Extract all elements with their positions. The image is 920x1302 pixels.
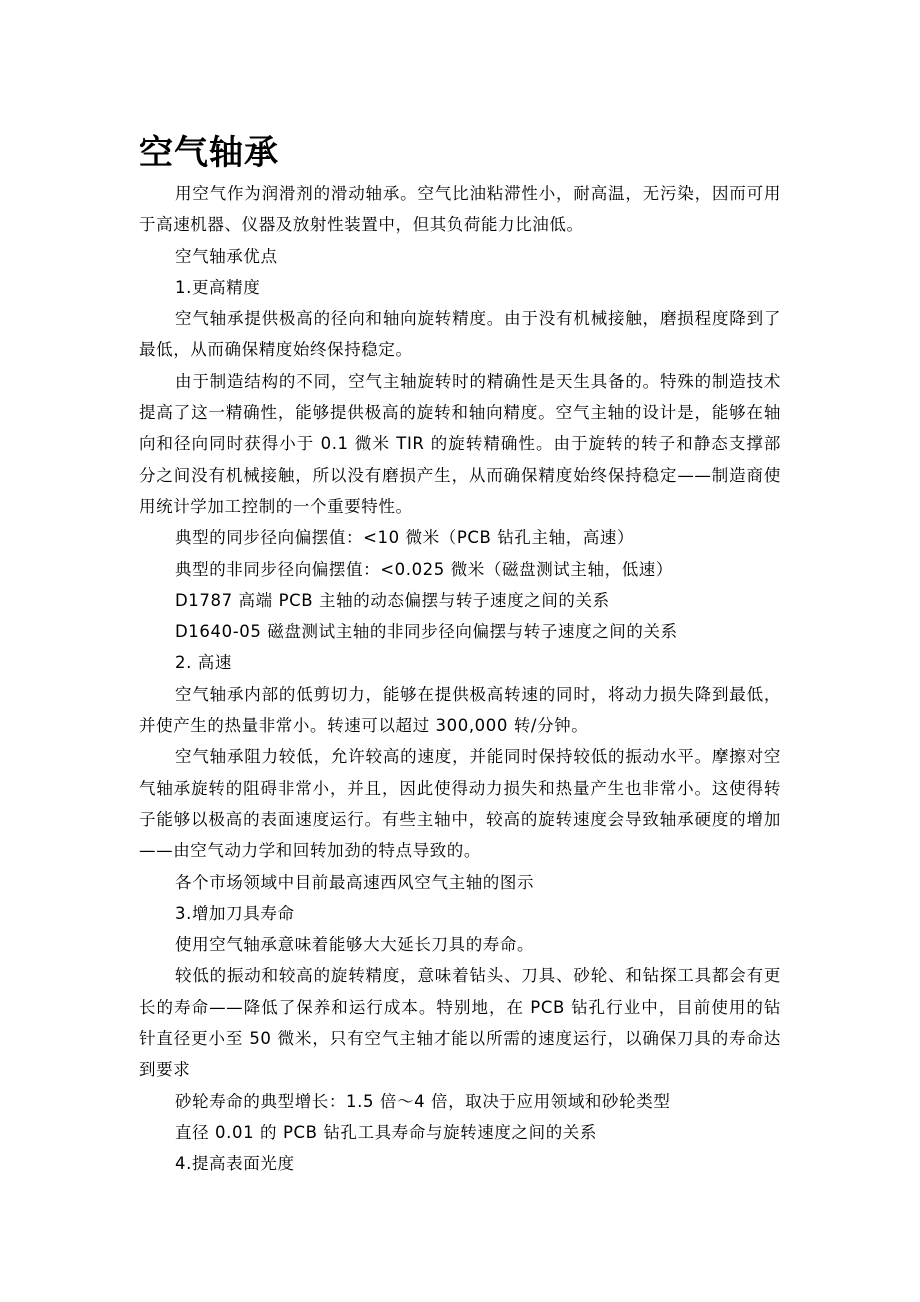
sync-runout-line: 典型的同步径向偏摆值：<10 微米（PCB 钻孔主轴，高速） — [175, 528, 635, 548]
high-speed-paragraph-2: 空气轴承阻力较低，允许较高的速度，并能同时保持较低的振动水平。摩擦对空气轴承旋转的阻碍非常小，并且，因此使得动力损失和热量产生也非常小。这使得转子能够以极高的表面速度运行。有些主轴中，较高的旋转速度会导致轴承硬度的增加——由空气动力学和回转加劲的特点导致的。 — [139, 747, 781, 861]
precision-paragraph-1: 空气轴承提供极高的径向和轴向旋转精度。由于没有机械接触，磨损程度降到了最低，从而确保精度始终保持稳定。 — [139, 309, 781, 360]
async-runout-line: 典型的非同步径向偏摆值：<0.025 微米（磁盘测试主轴，低速） — [175, 559, 674, 579]
high-speed-paragraph-1: 空气轴承内部的低剪切力，能够在提供极高转速的同时，将动力损失降到最低，并使产生的热量非常小。转速可以超过 300,000 转/分钟。 — [139, 684, 781, 736]
subsection-heading-tool-life: 3.增加刀具寿命 — [175, 903, 295, 923]
tool-life-paragraph-2: 较低的振动和较高的旋转精度，意味着钻头、刀具、砂轮、和钻探工具都会有更长的寿命——降低了保养和运行成本。特别地，在 PCB 钻孔行业中，目前使用的钻针直径更小至 50 微米，只有空气主轴才能以所需的速度运行，以确保刀具的寿命达到要求 — [139, 966, 781, 1080]
subsection-heading-precision: 1.更高精度 — [175, 277, 261, 297]
precision-paragraph-2: 由于制造结构的不同，空气主轴旋转时的精确性是天生具备的。特殊的制造技术提高了这一精确性，能够提供极高的旋转和轴向精度。空气主轴的设计是，能够在轴向和径向同时获得小于 0.1 微米 TIR 的旋转精确性。由于旋转的转子和静态支撑部分之间没有机械接触，所以没有磨损产生，从而确保精度始终保持稳定——制造商使用统计学加工控制的一个重要特性。 — [139, 371, 781, 516]
subsection-heading-surface-finish: 4.提高表面光度 — [175, 1154, 295, 1174]
figure-caption-d1640: D1640-05 磁盘测试主轴的非同步径向偏摆与转子速度之间的关系 — [175, 622, 678, 642]
document-title: 空气轴承 — [139, 133, 279, 173]
subsection-heading-high-speed: 2. 高速 — [175, 653, 232, 673]
tool-life-paragraph-1: 使用空气轴承意味着能够大大延长刀具的寿命。 — [175, 935, 535, 955]
document-body — [139, 128, 781, 1180]
figure-caption-max-speed: 各个市场领域中目前最高速西风空气主轴的图示 — [175, 872, 535, 892]
intro-paragraph: 用空气作为润滑剂的滑动轴承。空气比油粘滞性小，耐高温，无污染，因而可用于高速机器、仪器及放射性装置中，但其负荷能力比油低。 — [139, 184, 781, 235]
figure-caption-pcb-tool-life: 直径 0.01 的 PCB 钻孔工具寿命与旋转速度之间的关系 — [175, 1122, 598, 1142]
section-heading-advantages: 空气轴承优点 — [175, 246, 278, 266]
grinding-wheel-life-line: 砂轮寿命的典型增长：1.5 倍～4 倍，取决于应用领域和砂轮类型 — [175, 1091, 671, 1111]
figure-caption-d1787: D1787 高端 PCB 主轴的动态偏摆与转子速度之间的关系 — [175, 590, 610, 610]
